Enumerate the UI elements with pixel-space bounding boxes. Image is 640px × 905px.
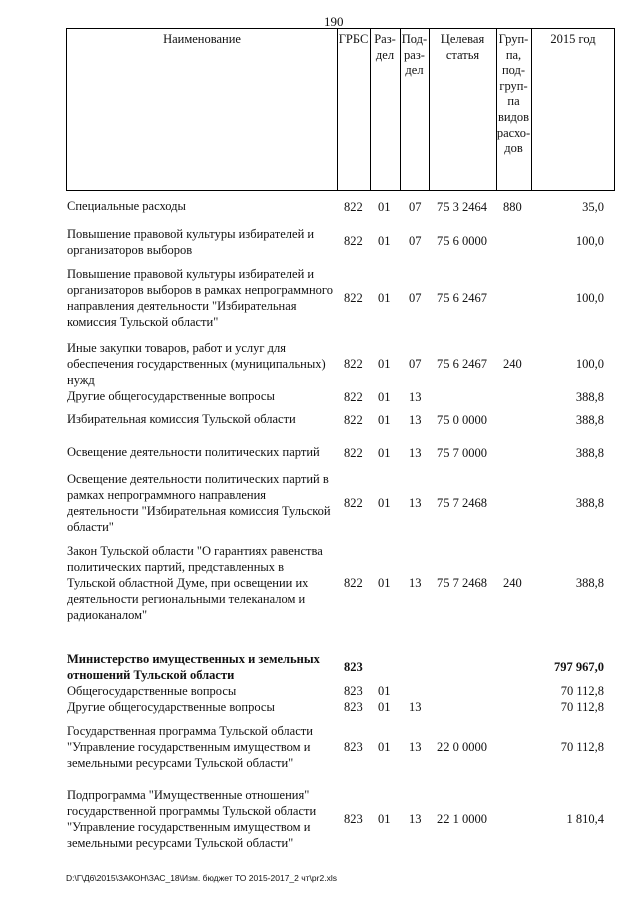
cell-celevaya-statya: 75 6 2467 [437, 291, 487, 305]
cell-grbs: 822 [344, 446, 363, 460]
cell-name: Освещение деятельности политических партий [67, 445, 320, 459]
table-header [66, 28, 615, 191]
page-number: 190 [324, 14, 344, 29]
cell-sum: 100,0 [575, 234, 604, 248]
header-name: Наименование [163, 32, 241, 46]
cell-grbs: 823 [344, 660, 363, 674]
cell-name: Подпрограмма "Имущественные отношения" государственной программы Тульской области "Управление государственным имуществом и земельными ресурсами Тульской области" [67, 788, 317, 850]
cell-grbs: 822 [344, 200, 363, 214]
cell-sum: 70 112,8 [560, 740, 604, 754]
cell-podrazdel: 13 [409, 413, 422, 427]
cell-razdel: 01 [378, 700, 391, 714]
cell-sum: 70 112,8 [560, 700, 604, 714]
cell-gruppa: 240 [503, 576, 522, 590]
cell-celevaya-statya: 75 6 2467 [437, 357, 487, 371]
cell-podrazdel: 07 [409, 357, 422, 371]
cell-podrazdel: 13 [409, 496, 422, 510]
cell-grbs: 822 [344, 496, 363, 510]
file-path-footer: D:\Г\Д6\2015\ЗАКОН\ЗАС_18\Изм. бюджет ТО 2015-2017_2 чт\pr2.xls [66, 873, 337, 883]
cell-name: Повышение правовой культуры избирателей и организаторов выборов в рамках непрограммного направления деятельности "Избирательная комиссия Тульской области" [67, 267, 333, 329]
cell-sum: 388,8 [575, 446, 604, 460]
cell-name: Государственная программа Тульской области "Управление государственным имуществом и земельными ресурсами Тульской области" [67, 724, 313, 770]
cell-sum: 35,0 [582, 200, 604, 214]
cell-celevaya-statya: 75 0 0000 [437, 413, 487, 427]
header-celevaya-statya: Целевая статья [440, 32, 485, 62]
table-row [0, 388, 640, 406]
cell-grbs: 822 [344, 291, 363, 305]
cell-name: Иные закупки товаров, работ и услуг для обеспечения государственных (муниципальных) нужд [67, 341, 326, 387]
cell-name: Другие общегосударственные вопросы [67, 700, 275, 714]
cell-razdel: 01 [378, 812, 391, 826]
cell-podrazdel: 13 [409, 576, 422, 590]
cell-sum: 388,8 [575, 576, 604, 590]
cell-celevaya-statya: 75 7 0000 [437, 446, 487, 460]
cell-sum: 100,0 [575, 357, 604, 371]
cell-razdel: 01 [378, 234, 391, 248]
cell-grbs: 823 [344, 740, 363, 754]
cell-grbs: 823 [344, 812, 363, 826]
cell-sum: 388,8 [575, 413, 604, 427]
cell-razdel: 01 [378, 576, 391, 590]
cell-name: Другие общегосударственные вопросы [67, 389, 275, 403]
cell-celevaya-statya: 75 7 2468 [437, 496, 487, 510]
cell-celevaya-statya: 22 1 0000 [437, 812, 487, 826]
cell-name: Повышение правовой культуры избирателей и организаторов выборов [67, 227, 315, 257]
cell-sum: 797 967,0 [554, 660, 604, 674]
cell-razdel: 01 [378, 291, 391, 305]
cell-razdel: 01 [378, 684, 391, 698]
table-row [0, 198, 640, 216]
header-year: 2015 год [550, 32, 596, 46]
cell-podrazdel: 13 [409, 390, 422, 404]
cell-sum: 388,8 [575, 390, 604, 404]
cell-name: Общегосударственные вопросы [67, 684, 237, 698]
cell-grbs: 822 [344, 390, 363, 404]
header-podrazdel: Под- раз- дел [401, 32, 428, 78]
cell-sum: 100,0 [575, 291, 604, 305]
cell-name: Министерство имущественных и земельных отношений Тульской области [67, 652, 320, 682]
table-row [0, 340, 640, 388]
cell-grbs: 822 [344, 234, 363, 248]
cell-celevaya-statya: 75 7 2468 [437, 576, 487, 590]
cell-podrazdel: 07 [409, 234, 422, 248]
cell-podrazdel: 13 [409, 446, 422, 460]
table-row [0, 411, 640, 429]
cell-razdel: 01 [378, 740, 391, 754]
table-row [0, 699, 640, 715]
cell-grbs: 823 [344, 684, 363, 698]
header-razdel: Раз- дел [374, 32, 396, 62]
cell-celevaya-statya: 75 6 0000 [437, 234, 487, 248]
cell-name: Избирательная комиссия Тульской области [67, 412, 296, 426]
header-grbs: ГРБС [338, 32, 369, 46]
cell-grbs: 822 [344, 413, 363, 427]
cell-name: Закон Тульской области "О гарантиях равенства политических партий, представленных в Тульской областной Думе, при освещении их деятельности региональными телеканалом и радиоканалом" [67, 544, 323, 622]
cell-gruppa: 880 [503, 200, 522, 214]
cell-grbs: 822 [344, 576, 363, 590]
cell-grbs: 823 [344, 700, 363, 714]
cell-razdel: 01 [378, 446, 391, 460]
cell-grbs: 822 [344, 357, 363, 371]
cell-sum: 388,8 [575, 496, 604, 510]
cell-name: Специальные расходы [67, 199, 186, 213]
cell-razdel: 01 [378, 413, 391, 427]
table-row [0, 471, 640, 535]
cell-podrazdel: 07 [409, 200, 422, 214]
header-gruppa-vidov-raskhodov: Груп- па, под- груп- па видов расхо- дов [496, 32, 531, 156]
cell-name: Освещение деятельности политических партий в рамках непрограммного направления деятельности "Избирательная комиссия Тульской области" [67, 472, 331, 534]
table-row [0, 266, 640, 330]
table-row [0, 651, 640, 683]
table-row [0, 723, 640, 771]
table-row [0, 787, 640, 851]
cell-podrazdel: 13 [409, 812, 422, 826]
table-row [0, 683, 640, 699]
cell-razdel: 01 [378, 357, 391, 371]
table-row [0, 543, 640, 623]
cell-podrazdel: 13 [409, 740, 422, 754]
cell-podrazdel: 13 [409, 700, 422, 714]
table-row [0, 226, 640, 256]
cell-celevaya-statya: 75 3 2464 [437, 200, 487, 214]
cell-sum: 70 112,8 [560, 684, 604, 698]
cell-gruppa: 240 [503, 357, 522, 371]
cell-celevaya-statya: 22 0 0000 [437, 740, 487, 754]
table-row [0, 444, 640, 462]
cell-razdel: 01 [378, 200, 391, 214]
cell-razdel: 01 [378, 390, 391, 404]
cell-podrazdel: 07 [409, 291, 422, 305]
cell-sum: 1 810,4 [566, 812, 604, 826]
cell-razdel: 01 [378, 496, 391, 510]
